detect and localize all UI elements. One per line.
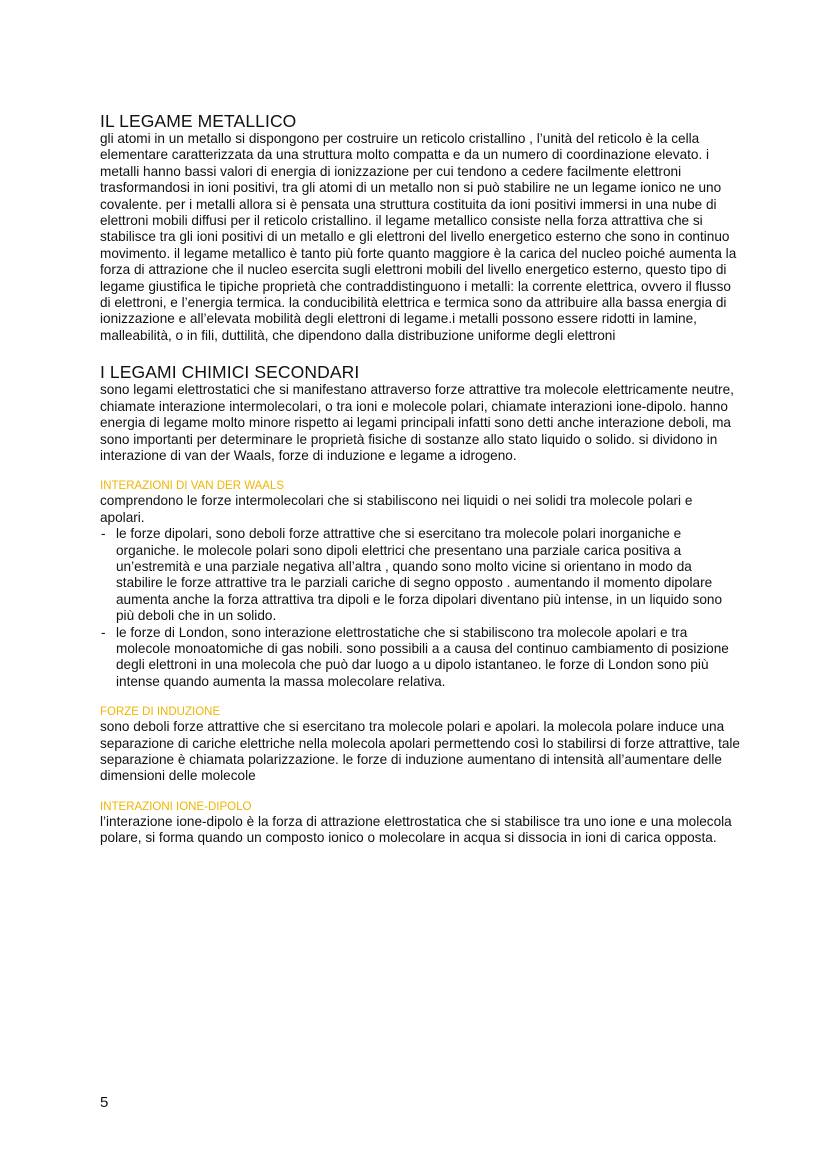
heading-secondary-bonds: I LEGAMI CHIMICI SECONDARI bbox=[100, 362, 360, 383]
document-page bbox=[100, 111, 740, 847]
paragraph-ion-dipole: l’interazione ione-dipolo è la forza di attrazione elettrostatica che si stabilisce tra uno ione e una molecola polare, si forma quando un composto ionico o molecolare in acqua si dissocia in ioni di carica opposta. bbox=[100, 813, 732, 846]
list-van-der-waals bbox=[100, 526, 740, 690]
section-van-der-waals bbox=[100, 479, 740, 690]
paragraph-metallic-bond: gli atomi in un metallo si dispongono per costruire un reticolo cristallino , l’unità del reticolo è la cella elementare caratterizzata da una struttura molto compatta e da un numero di coordinazione elevato. i metalli hanno bassi valori di energia di ionizzazione per cui tendono a cedere facilmente elettroni trasformandosi in ioni positivi, tra gli atomi di un metallo non si può stabilire ne un legame ionico ne uno covalente. per i metalli allora si è pensata una struttura costituita da ioni positivi immersi in una nube di elettroni mobili diffusi per il reticolo cristallino. il legame metallico consiste nella forza attrattiva che si stabilisce tra gli ioni positivi di un metallo e gli elettroni del livello energetico esterno che sono in continuo movimento. il legame metallico è tanto più forte quanto maggiore è la carica del nucleo poiché aumenta la forza di attrazione che il nucleo esercita sugli elettroni mobili del livello energetico esterno, questo tipo di legame giustifica le tipiche proprietà che contraddistinguono i metalli: la corrente elettrica, ovvero il flusso di elettroni, e l’energia termica. la conducibilità elettrica e termica sono da attribuire alla bassa energia di ionizzazione e all’elevata mobilità degli elettroni di legame.i metalli possono essere ridotti in lamine, malleabilità, o in fili, duttilità, che dipendono dalla distribuzione uniforme degli elettroni bbox=[100, 131, 737, 343]
list-item bbox=[100, 625, 740, 691]
list-item-text: le forze dipolari, sono deboli forze attrattive che si esercitano tra molecole polari inorganiche e organiche. le molecole polari sono dipoli elettrici che presentano una parziale carica positiva a un’estremità e una parziale negativa all’altra , quando sono molto vicine si orientano in modo da stabilire le forze attrattive tra le parziali cariche di segno opposto . aumentando il momento dipolare aumenta anche la forza attrattiva tra dipoli e le forza dipolari diventano più intense, in un liquido sono più deboli che in un solido. bbox=[116, 526, 723, 624]
subheading-van-der-waals: INTERAZIONI DI VAN DER WAALS bbox=[100, 480, 285, 493]
dash-bullet: - bbox=[101, 624, 106, 640]
paragraph-secondary-bonds: sono legami elettrostatici che si manifestano attraverso forze attrattive tra molecole elettricamente neutre, chiamate interazione intermolecolari, o tra ioni e molecole polari, chiamate interazioni ione-dipolo. hanno energia di legame molto minore rispetto ai legami principali infatti sono detti anche interazione deboli, ma sono importanti per determinare le proprietà fisiche di sostanze allo stato liquido o solido. si dividono in interazione di van der Waals, forze di induzione e legame a idrogeno. bbox=[100, 382, 734, 463]
subheading-induction: FORZE DI INDUZIONE bbox=[100, 706, 221, 719]
section-ion-dipole bbox=[100, 800, 740, 847]
paragraph-induction: sono deboli forze attrattive che si esercitano tra molecole polari e apolari. la molecola polare induce una separazione di cariche elettriche nella molecola apolari permettendo così lo stabilirsi di forze attrattive, tale separazione è chiamata polarizzazione. le forze di induzione aumentano di intensità all’aumentare delle dimensioni delle molecole bbox=[100, 719, 740, 784]
list-item bbox=[100, 526, 740, 624]
heading-metallic-bond: IL LEGAME METALLICO bbox=[100, 111, 297, 131]
page-number: 5 bbox=[100, 1094, 109, 1111]
list-item-text: le forze di London, sono interazione elettrostatiche che si stabiliscono tra molecole apolari e tra molecole monoatomiche di gas nobili. sono possibili a a causa del continuo cambiamento di posizione degli elettroni in una molecola che può dar luogo a u dipolo istantaneo. le forze di London sono più intense quando aumenta la massa molecolare relativa. bbox=[116, 624, 729, 689]
paragraph-van-der-waals: comprendono le forze intermolecolari che si stabiliscono nei liquidi o nei solidi tra molecole polari e apolari. bbox=[100, 493, 693, 525]
dash-bullet: - bbox=[101, 526, 106, 542]
section-induction bbox=[100, 705, 740, 785]
subheading-ion-dipole: INTERAZIONI IONE-DIPOLO bbox=[100, 800, 252, 813]
